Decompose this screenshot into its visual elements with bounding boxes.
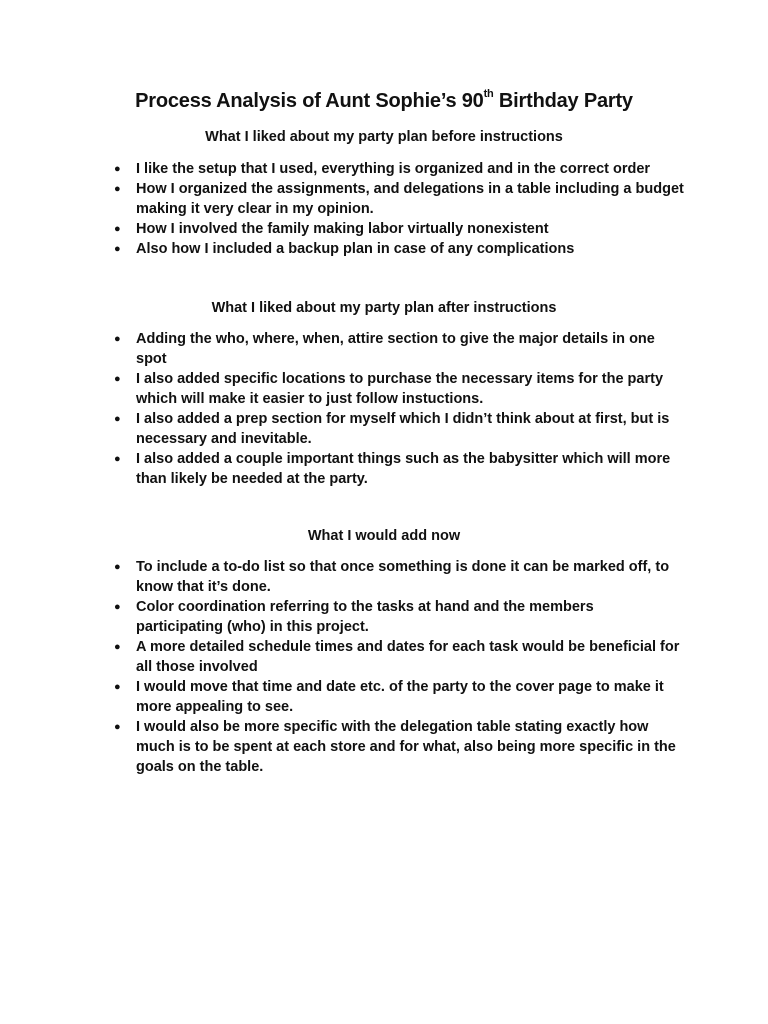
list-item [114,557,684,597]
list-item-text: Adding the who, where, when, attire section to give the major details in one spot [136,331,655,367]
title-superscript: th [483,88,494,101]
list-item [114,449,684,489]
list-item [114,219,684,239]
list-item-text: I also added a couple important things such as the babysitter which will more than likely be needed at the party. [136,451,671,487]
section-heading-before-instructions: What I liked about my party plan before instructions [205,129,563,145]
list-item-text: A more detailed schedule times and dates for each task would be beneficial for all those involved [136,639,680,675]
section-heading-would-add-now: What I would add now [307,528,461,544]
bullet-icon: ● [114,373,121,385]
list-item-text: How I organized the assignments, and delegations in a table including a budget making it very clear in my opinion. [136,181,684,217]
list-item-text: Color coordination referring to the tasks at hand and the members participating (who) in this project. [136,599,594,635]
bullet-icon: ● [114,453,121,465]
list-after-instructions [114,329,684,489]
section-heading-after-instructions: What I liked about my party plan after instructions [211,300,557,316]
title-suffix: Birthday Party [493,90,633,112]
bullet-icon: ● [114,641,121,653]
bullet-icon: ● [114,163,121,175]
list-item [114,409,684,449]
list-item [114,637,684,677]
bullet-icon: ● [114,243,121,255]
bullet-icon: ● [114,413,121,425]
list-item [114,597,684,637]
list-item [114,159,684,179]
list-item-text: How I involved the family making labor virtually nonexistent [136,221,549,237]
list-item-text: To include a to-do list so that once something is done it can be marked off, to know that it’s done. [136,559,670,595]
bullet-icon: ● [114,223,121,235]
list-item-text: I would move that time and date etc. of the party to the cover page to make it more appealing to see. [136,679,664,715]
bullet-icon: ● [114,183,121,195]
list-would-add-now [114,557,684,777]
title-text: Process Analysis of Aunt Sophie’s 90 [135,90,484,112]
bullet-icon: ● [114,721,121,733]
bullet-icon: ● [114,561,121,573]
list-item-text: I like the setup that I used, everything is organized and in the correct order [136,161,651,177]
list-item-text: I also added specific locations to purchase the necessary items for the party which will make it easier to just follow instuctions. [136,371,664,407]
list-before-instructions [114,159,684,259]
bullet-icon: ● [114,681,121,693]
list-item [114,239,684,259]
list-item-text: Also how I included a backup plan in case of any complications [136,241,575,257]
list-item [114,369,684,409]
bullet-icon: ● [114,601,121,613]
list-item [114,179,684,219]
list-item [114,717,684,777]
list-item-text: I would also be more specific with the delegation table stating exactly how much is to be spent at each store and for what, also being more specific in the goals on the table. [136,719,676,775]
list-item [114,677,684,717]
list-item-text: I also added a prep section for myself which I didn’t think about at first, but is necessary and inevitable. [136,411,670,447]
page-title [0,90,768,113]
list-item [114,329,684,369]
bullet-icon: ● [114,333,121,345]
